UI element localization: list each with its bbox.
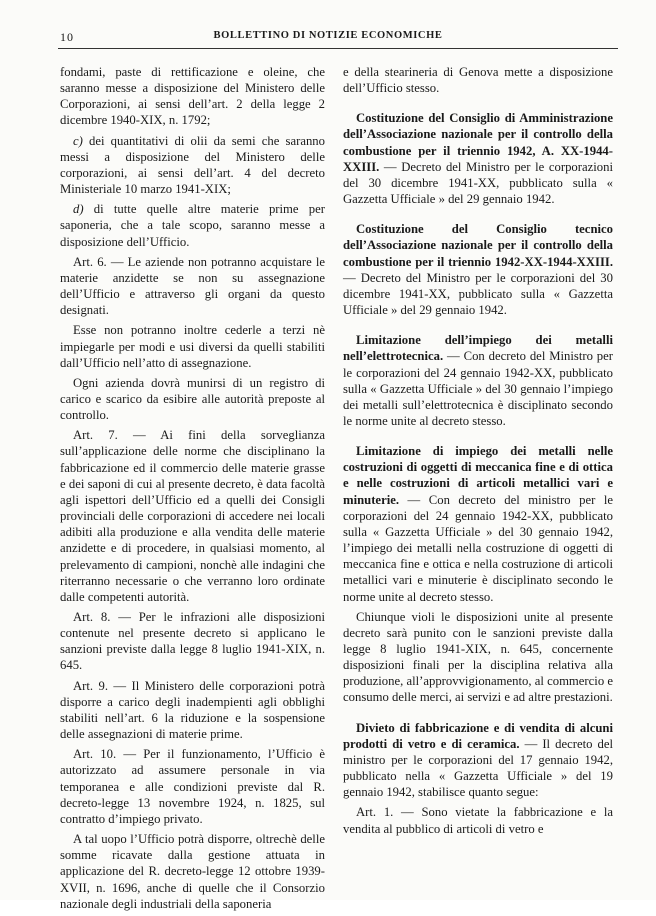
paragraph	[60, 133, 325, 198]
running-head-title: BOLLETTINO DI NOTIZIE ECONOMICHE	[213, 30, 443, 41]
paragraph: e della stearineria di Genova mette a disposizione dell’Ufficio stesso.	[343, 65, 613, 96]
section-paragraph	[343, 720, 613, 801]
header-rule	[58, 48, 618, 49]
article-paragraph: Art. 8. — Per le infrazioni alle disposizioni contenute nel presente decreto si applicano le sanzioni previste dalla legge 8 luglio 1941-XIX, n. 645.	[60, 610, 325, 673]
article-paragraph: Art. 9. — Il Ministero delle corporazioni potrà disporre a carico degli inadempienti agli obblighi stabiliti nell’art. 6 la riduzione e la sospensione delle assegnazioni di materie prime.	[60, 678, 325, 742]
paragraph: Chiunque violi le disposizioni unite al presente decreto sarà punito con le sanzioni previste dalla legge 8 luglio 1941-XIX, n. 645, concernente disposizioni finali per la disciplina relativa alla produzione, all’approvvigionamento, al commercio e consumo delle merci, ai servizi e ad altre prestazioni.	[343, 609, 613, 705]
paragraph-text: dei quantitativi di olii da semi che saranno messi a disposizione del Ministero delle corporazioni, ai sensi dell’art. 4 del decreto Ministeriale 10 marzo 1941-XIX;	[60, 133, 325, 197]
article-paragraph: Art. 1. — Sono vietate la fabbricazione e la vendita al pubblico di articoli di vetro e	[343, 805, 613, 836]
section-body: — Il decreto del ministro per le corporazioni del 17 gennaio 1942, pubblicato nella « Gazzetta Ufficiale » del 19 gennaio 1942, stabilisce quanto segue:	[343, 736, 613, 800]
section-title: Costituzione del Consiglio tecnico dell’Associazione nazionale per il controllo della combustione per il triennio 1942-XX-1944-XXIII.	[343, 222, 613, 269]
section-body: — Decreto del Ministro per le corporazioni del 30 dicembre 1941-XX, pubblicato sulla « Gazzetta Ufficiale » del 29 gennaio 1942.	[343, 159, 613, 207]
paragraph: Esse non potranno inoltre cederle a terzi nè impiegarle per modi e usi diversi da quelli stabiliti dall’Ufficio nell’atto di assegnazione.	[60, 323, 325, 370]
page-number: 10	[60, 30, 74, 44]
paragraph-text: di tutte quelle altre materie prime per saponeria, che a tale scopo, saranno messe a disposizione dell’Ufficio.	[60, 202, 325, 249]
right-column	[343, 64, 613, 841]
left-column	[60, 64, 325, 916]
article-paragraph: Art. 7. — Ai fini della sorveglianza sull’applicazione delle norme che disciplinano la fabbricazione ed il commercio delle materie grasse e dei saponi di cui al presente decreto, è data facoltà agli ispettori dell’Ufficio ed a quelli dei Consigli provinciali delle corporazioni di accedere nei locali adibiti alla produzione e alla vendita delle materie anzidette e di procedere, in qualsiasi momento, al prelevamento di campioni, nonchè alle indagini che riterranno necessarie o che verranno loro ordinate dalle competenti autorità.	[60, 428, 325, 604]
section-body: — Con decreto del ministro per le corporazioni del 24 gennaio 1942-XX, pubblicato sulla « Gazzetta Ufficiale » del 30 gennaio 1942, l’impiego dei metalli nella costruzione di oggetti di meccanica fine e ottica e nella costruzione di articoli metallici vari e minuterie è disciplinato secondo le norme unite al decreto stesso.	[343, 492, 613, 604]
section-paragraph	[343, 221, 613, 318]
list-marker: c)	[73, 133, 83, 148]
list-marker: d)	[73, 202, 84, 217]
section-body: — Decreto del Ministro per le corporazioni del 30 dicembre 1941-XX, pubblicato sulla « Gazzetta Ufficiale » del 29 gennaio 1942.	[343, 270, 613, 318]
article-paragraph: Art. 10. — Per il funzionamento, l’Ufficio è autorizzato ad assumere personale in via temporanea e alle condizioni previste dal R. decreto-legge 13 novembre 1924, n. 1825, sul contratto d’impiego privato.	[60, 747, 325, 826]
section-title: Costituzione del Consiglio di Amministrazione dell’Associazione nazionale per il controllo della combustione per il triennio 1942, A. XX-1944-XXIII.	[343, 111, 613, 174]
paragraph	[60, 201, 325, 249]
section-title: Limitazione di impiego dei metalli nelle costruzioni di oggetti di meccanica fine e di ottica e nelle costruzioni di articoli metallici vari e minuterie.	[343, 444, 613, 507]
section-paragraph	[343, 332, 613, 429]
section-paragraph	[343, 443, 613, 605]
section-paragraph	[343, 110, 613, 207]
paragraph: Ogni azienda dovrà munirsi di un registro di carico e scarico da esibire alle autorità preposte al controllo.	[60, 375, 325, 423]
section-title: Divieto di fabbricazione e di vendita di alcuni prodotti di vetro e di ceramica.	[343, 720, 613, 751]
section-body: — Con decreto del Ministro per le corporazioni del 24 gennaio 1942-XX, pubblicato sulla « Gazzetta Ufficiale » del 30 gennaio l’impiego dei metalli sull’elettrotecnica è disciplinato secondo le norme unite al decreto stesso.	[343, 349, 613, 428]
paragraph: fondami, paste di rettificazione e oleine, che saranno messe a disposizione del Ministero delle Corporazioni, ai sensi dell’art. 2 della legge 2 dicembre 1940-XIX, n. 1792;	[60, 65, 325, 128]
article-paragraph: Art. 6. — Le aziende non potranno acquistare le materie anzidette se non su assegnazione dell’Ufficio e attraverso gli organi da questo designati.	[60, 254, 325, 318]
paragraph: A tal uopo l’Ufficio potrà disporre, oltrechè delle somme ricavate dalla gestione attuata in applicazione del R. decreto-legge 12 ottobre 1939-XVII, n. 1696, anche di quelle che il Consorzio nazionale degli industriali della saponeria	[60, 832, 325, 911]
section-title: Limitazione dell’impiego dei metalli nell’elettrotecnica.	[343, 333, 613, 364]
